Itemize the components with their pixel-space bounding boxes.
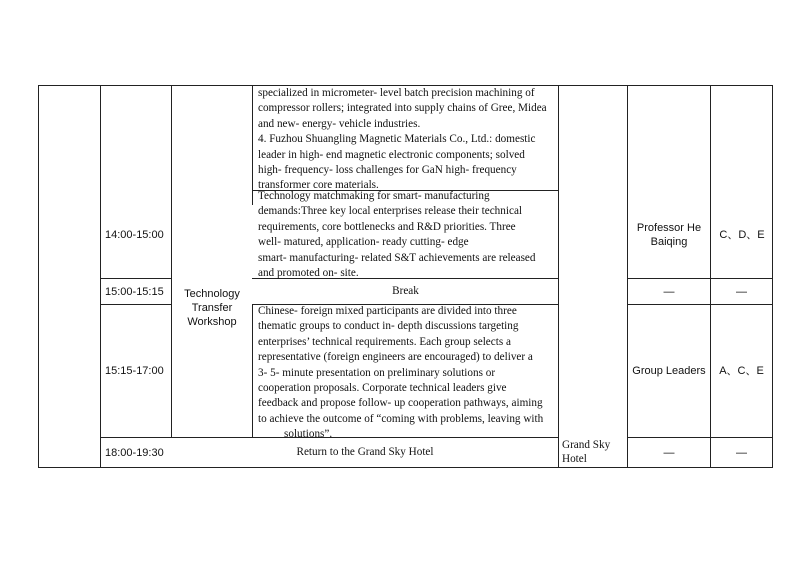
text-line: 3- 5- minute presentation on preliminary solutions or bbox=[258, 366, 496, 379]
session-content bbox=[258, 304, 556, 443]
text-line: leader in high- end magnetic electronic components; solved bbox=[258, 148, 525, 161]
column-divider bbox=[252, 305, 253, 437]
text-line: well- matured, application- ready cutting- edge bbox=[258, 236, 469, 249]
continuation-text bbox=[258, 86, 556, 194]
codes-cell: C、D、E bbox=[719, 228, 765, 241]
text-line: requirements, core bottlenecks and R&D priorities. Three bbox=[258, 220, 516, 233]
table-border-right bbox=[772, 85, 773, 468]
text-line: to achieve the outcome of “coming with problems, leaving with bbox=[258, 412, 544, 425]
text-line: representative (foreign engineers are encouraged) to deliver a bbox=[258, 351, 533, 364]
time-cell: 14:00-15:00 bbox=[105, 228, 164, 241]
text-line: enterprises’ technical requirements. Each group selects a bbox=[258, 335, 511, 348]
text-line: Chinese- foreign mixed participants are divided into three bbox=[258, 305, 517, 317]
codes-cell: — bbox=[736, 285, 747, 298]
text-line: compressor rollers; integrated into supply chains of Gree, Midea bbox=[258, 102, 547, 115]
column-divider bbox=[100, 85, 101, 468]
workshop-label: Technology Transfer Workshop bbox=[184, 287, 240, 328]
text-line: feedback and propose follow- up cooperation pathways, aiming bbox=[258, 397, 543, 410]
time-cell: 15:00-15:15 bbox=[105, 285, 164, 298]
text-line: and promoted on- site. bbox=[258, 267, 359, 280]
venue-line: Hotel bbox=[562, 453, 587, 465]
text-line: and new- energy- vehicle industries. bbox=[258, 117, 421, 130]
time-cell: 15:15-17:00 bbox=[105, 365, 164, 377]
person-cell: — bbox=[663, 285, 675, 298]
text-line: Technology matchmaking for smart- manufacturing bbox=[258, 190, 490, 202]
schedule-table bbox=[38, 85, 773, 468]
person-cell: Professor He Baiqing bbox=[636, 222, 702, 248]
venue-cell bbox=[562, 438, 626, 467]
column-divider bbox=[252, 85, 253, 205]
time-cell: 18:00-19:30 bbox=[105, 446, 164, 459]
codes-cell: A、C、E bbox=[719, 365, 764, 377]
text-line: specialized in micrometer- level batch precision machining of bbox=[258, 87, 535, 99]
table-border-bottom bbox=[38, 467, 773, 468]
text-line: solutions”. bbox=[284, 428, 333, 441]
text-line: cooperation proposals. Corporate technical leaders give bbox=[258, 382, 507, 395]
text-line: smart- manufacturing- related S&T achievements are released bbox=[258, 251, 536, 264]
text-line: high- frequency- loss challenges for GaN high- frequency bbox=[258, 164, 517, 177]
venue-line: Grand Sky bbox=[562, 439, 611, 451]
session-content: Return to the Grand Sky Hotel bbox=[296, 445, 434, 458]
text-line: thematic groups to conduct in- depth discussions targeting bbox=[258, 320, 519, 333]
session-content bbox=[258, 189, 556, 281]
session-content: Break bbox=[392, 284, 419, 297]
text-line: transformer core materials. bbox=[258, 179, 379, 192]
codes-cell: — bbox=[736, 446, 747, 459]
column-divider bbox=[558, 85, 559, 468]
text-line: 4. Fuzhou Shuangling Magnetic Materials Co., Ltd.: domestic bbox=[258, 133, 536, 146]
table-border-left bbox=[38, 85, 39, 468]
column-divider bbox=[171, 85, 172, 437]
person-cell: Group Leaders bbox=[632, 365, 706, 377]
text-line: demands:Three key local enterprises release their technical bbox=[258, 205, 523, 218]
person-cell: — bbox=[663, 446, 675, 459]
